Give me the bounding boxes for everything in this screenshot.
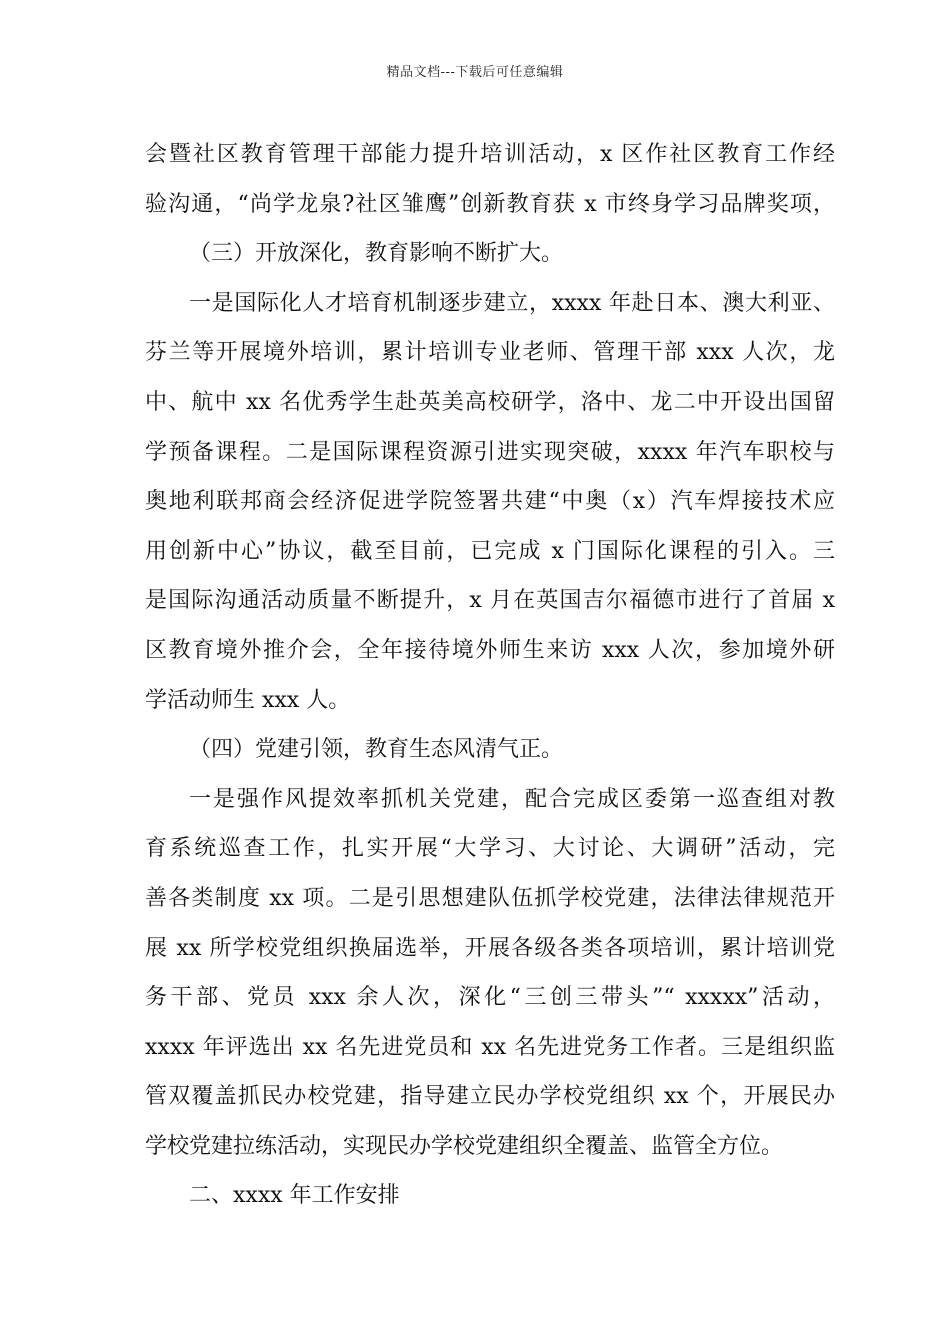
text-line: 管双覆盖抓民办校党建，指导建立民办学校党组织 xx 个，开展民办 [145,1084,835,1110]
text-line: 验沟通，“尚学龙泉?社区雏鹰”创新教育获 x 市终身学习品牌奖项， [145,191,835,217]
text-line: 学校党建拉练活动，实现民办学校党建组织全覆盖、监管全方位。 [145,1133,784,1159]
text-line: 会暨社区教育管理干部能力提升培训活动，x 区作社区教育工作经 [145,142,835,167]
text-line: 是国际沟通活动质量不断提升，x 月在英国吉尔福德市进行了首届 x [145,588,835,614]
text-line: 善各类制度 xx 项。二是引思想建队伍抓学校党建，法律法律规范开 [145,885,835,911]
section-heading: （四）党建引领，教育生态风清气正。 [189,737,564,763]
section-heading: 二、xxxx 年工作安排 [189,1183,400,1209]
text-line: 务干部、党员 xxx 余人次，深化“三创三带头”“ xxxxx”活动， [145,985,835,1011]
text-line: 育系统巡查工作，扎实开展“大学习、大讨论、大调研”活动，完 [145,836,835,862]
text-line: 展 xx 所学校党组织换届选举，开展各级各类各项培训，累计培训党 [145,935,835,961]
text-line: 中、航中 xx 名优秀学生赴英美高校研学，洛中、龙二中开设出国留 [145,389,835,415]
text-line: 一是国际化人才培育机制逐步建立，xxxx 年赴日本、澳大利亚、 [189,290,835,316]
text-line: 学预备课程。二是国际课程资源引进实现突破，xxxx 年汽车职校与 [145,439,835,465]
text-line: 学活动师生 xxx 人。 [145,687,351,713]
text-line: 芬兰等开展境外培训，累计培训专业老师、管理干部 xxx 人次，龙 [145,340,835,366]
text-line: 一是强作风提效率抓机关党建，配合完成区委第一巡查组对教 [189,786,835,812]
page-header: 精品文档---下载后可任意编辑 [386,65,564,80]
text-line: 用创新中心”协议，截至目前，已完成 x 门国际化课程的引入。三 [145,538,835,564]
text-line: 区教育境外推介会，全年接待境外师生来访 xxx 人次，参加境外研 [145,637,835,663]
text-line: 奥地利联邦商会经济促进学院签署共建“中奥（x）汽车焊接技术应 [145,489,835,515]
document-body [145,130,835,1221]
section-heading: （三）开放深化，教育影响不断扩大。 [189,241,564,267]
text-line: xxxx 年评选出 xx 名先进党员和 xx 名先进党务工作者。三是组织监 [145,1034,835,1060]
